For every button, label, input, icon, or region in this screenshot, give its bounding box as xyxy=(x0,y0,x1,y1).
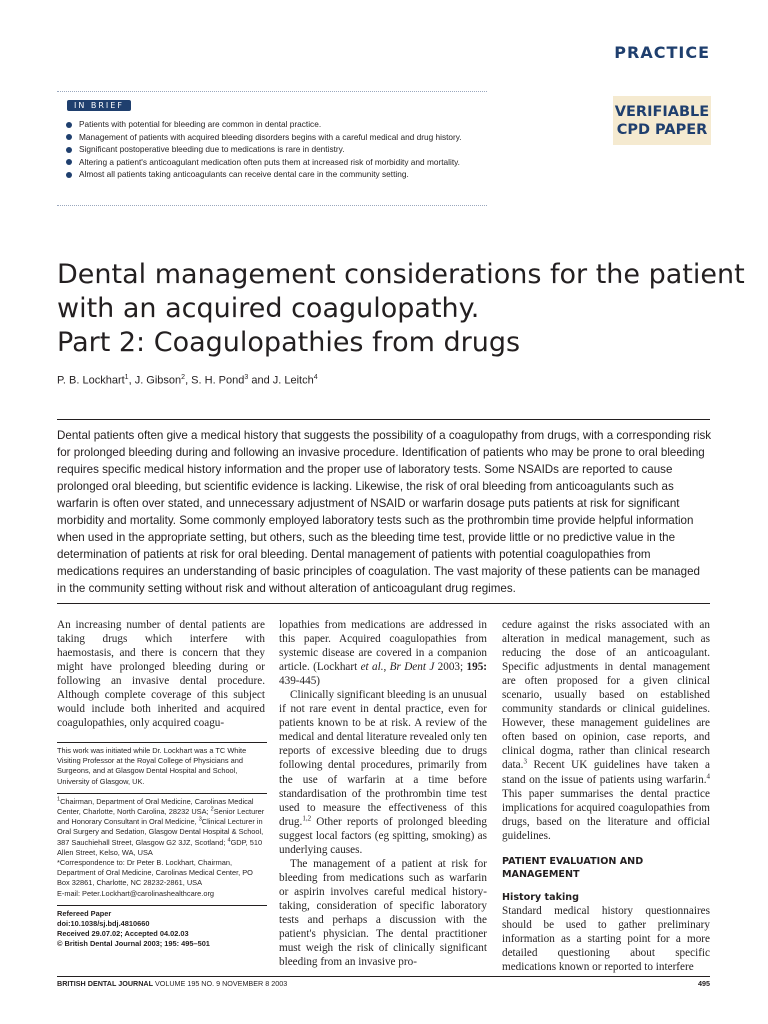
citation-mark: 3 xyxy=(523,757,527,766)
doi: doi:10.1038/sj.bdj.4810660 xyxy=(57,919,150,929)
in-brief-list xyxy=(66,118,491,181)
author-affiliation-mark: 3 xyxy=(244,374,249,381)
text-run: 439-445) xyxy=(279,675,321,688)
footnote-rule xyxy=(57,905,267,906)
author-affiliation-mark: 1 xyxy=(124,374,129,381)
author-name: P. B. Lockhart xyxy=(57,374,125,387)
in-brief-bottom-rule xyxy=(57,205,487,206)
in-brief-item: Management of patients with acquired bleeding disorders begins with a careful medical and drug history. xyxy=(66,131,491,144)
body-column-2 xyxy=(279,618,487,969)
body-paragraph: Standard medical history questionnaires should be used to gather preliminary information as a starting point for a more detailed questioning about specific medications known or reported to interfere xyxy=(502,904,710,973)
text-run: , xyxy=(383,661,390,674)
page-number: 495 xyxy=(698,979,710,988)
text-run: Recent UK guidelines have taken a stand on the issue of patients using warfarin. xyxy=(502,759,710,786)
text-run: 2003; xyxy=(434,661,467,674)
journal-name: BRITISH DENTAL JOURNAL xyxy=(57,979,153,988)
text-run: Other reports of prolonged bleeding suggest local factors (eg spitting, smoking) as underlying causes. xyxy=(279,815,487,856)
cpd-badge-line1: VERIFIABLE xyxy=(614,103,710,120)
received-dates: Received 29.07.02; Accepted 04.02.03 xyxy=(57,929,189,939)
in-brief-tag: IN BRIEF xyxy=(67,100,131,111)
text-run: Clinically significant bleeding is an unusual if not rare event in dental practice, even for patients known to be at risk. A review of the medical and dental literature revealed only ten reports of excessive bleeding due to drugs following dental procedures, primarily from the use of warfarin at a time before standardisation of the prothrombin time test used to measure the effectiveness of this drug. xyxy=(279,689,487,828)
refereed-paper-label: Refereed Paper xyxy=(57,908,112,918)
article-title xyxy=(57,258,747,360)
email-note: E-mail: Peter.Lockhart@carolinashealthcare.org xyxy=(57,888,215,898)
in-brief-top-rule xyxy=(57,91,487,92)
footnote-rule xyxy=(57,793,267,794)
author-name: and J. Leitch xyxy=(248,374,314,387)
affiliation-text: Chairman, Department of Oral Medicine, Carolinas Medical Center, Charlotte, North Carolina, 28232 USA; xyxy=(57,796,254,817)
cpd-badge xyxy=(613,96,711,145)
abstract-bottom-rule xyxy=(57,603,710,604)
title-line-1: Dental management considerations for the patient xyxy=(57,259,745,290)
title-line-3: Part 2: Coagulopathies from drugs xyxy=(57,327,521,358)
citation-mark: 1,2 xyxy=(302,813,312,822)
author-affiliation-mark: 2 xyxy=(181,374,186,381)
author-name: , J. Gibson xyxy=(128,374,182,387)
body-paragraph xyxy=(279,688,487,857)
citation-mark: 4 xyxy=(706,771,710,780)
text-run: Br Dent J xyxy=(389,661,435,674)
affiliation-mark: 1 xyxy=(57,796,61,803)
issue-info: VOLUME 195 NO. 9 NOVEMBER 8 2003 xyxy=(154,979,288,988)
affiliation-text: GDP, 510 Allen Street, Kelso, WA, USA xyxy=(57,837,263,857)
body-paragraph: The management of a patient at risk for bleeding from medications such as warfarin or aspirin involves careful medical history-taking, consideration of specific laboratory tests and perhaps a discussion with the patient's physician. The dental practitioner must weigh the risk of clinically significant bleeding from an invasive pro- xyxy=(279,857,487,969)
affiliations-note xyxy=(57,797,267,858)
affiliation-text: Clinical Lecturer in Oral Surgery and Sedation, Glasgow Dental Hospital & School, 387 Sauchiehall Street, Glasgow G2 3JZ, Scotland; xyxy=(57,817,264,847)
author-list xyxy=(57,374,318,387)
in-brief-item: Significant postoperative bleeding due to medications is rare in dentistry. xyxy=(66,143,491,156)
funding-note: This work was initiated while Dr. Lockhart was a TC White Visiting Professor at the Royal College of Physicians and Surgeons, and at Glasgow Dental Hospital and School, University of Glasgow, UK. xyxy=(57,746,247,786)
in-brief-item: Almost all patients taking anticoagulants can receive dental care in the community setting. xyxy=(66,168,491,181)
affiliation-mark: 2 xyxy=(210,806,214,813)
footnotes xyxy=(57,742,267,950)
affiliation-mark: 4 xyxy=(227,837,231,844)
body-column-3 xyxy=(502,618,710,974)
text-run: cedure against the risks associated with an alteration in medical management, such as reducing the dose of an anticoagulant. Specific adjustments in dental management are often proposed for a given clinical scenario, usually based on established community standards or clinical guidelines. However, these management guidelines are often based on opinion, case reports, and clinical dogma, rather than clinical research data. xyxy=(502,619,710,772)
abstract-top-rule xyxy=(57,419,710,420)
text-run: lopathies from medications are addressed in this paper. Acquired coagulopathies from systemic disease are covered in a companion article. (Lockhart xyxy=(279,619,487,674)
affiliation-mark: 3 xyxy=(198,816,202,823)
title-line-2: with an acquired coagulopathy. xyxy=(57,293,480,324)
in-brief-item: Altering a patient's anticoagulant medication often puts them at increased risk of morbidity and mortality. xyxy=(66,156,491,169)
text-run: et al. xyxy=(360,661,384,674)
footer-rule xyxy=(57,976,710,977)
correspondence-note: *Correspondence to: Dr Peter B. Lockhart, Chairman, Department of Oral Medicine, Carolinas Medical Center, PO Box 32861, Charlotte, NC 28232-2861, USA xyxy=(57,858,253,888)
footnote-rule xyxy=(57,742,267,743)
text-run: 195: xyxy=(466,661,488,674)
affiliation-text: Senior Lecturer and Honorary Consultant in Oral Medicine, xyxy=(57,807,265,827)
body-column-1 xyxy=(57,618,265,730)
section-heading: PATIENT EVALUATION AND MANAGEMENT xyxy=(502,855,644,880)
abstract: Dental patients often give a medical history that suggests the possibility of a coagulopathy from drugs, with a corresponding risk for prolonged bleeding during and following an invasive procedure. Identification of patients who may be prone to oral bleeding requires specific medical history information and the proper use of laboratory tests. Some NSAIDs are reported to cause prolonged oral bleeding, but scientific evidence is lacking. Likewise, the risk of oral bleeding from anticoagulants such as warfarin is often over stated, and unnecessary adjustment of NSAID or warfarin dosage puts patients at risk for significant morbidity and mortality. Some commonly employed laboratory tests such as the prothrombin time provide helpful information when used in the appropriate setting, but others, such as the bleeding time test, provide little or no predictive value in the determination of patients at risk for oral bleeding. Dental management of patients with potential coagulopathies from medications requires an understanding of basic principles of coagulation. The vast majority of these patients can be managed in the community setting without risk and without alteration of anticoagulant drug regimes. xyxy=(57,429,712,595)
footer-journal xyxy=(57,979,287,988)
text-run: This paper summarises the dental practice implications for acquired coagulopathies from drugs, based on the literature and official guidelines. xyxy=(502,787,710,842)
body-paragraph xyxy=(502,618,710,843)
author-affiliation-mark: 4 xyxy=(313,374,318,381)
cpd-badge-line2: CPD PAPER xyxy=(616,121,708,138)
subsection-heading: History taking xyxy=(502,891,579,903)
body-paragraph xyxy=(279,618,487,688)
section-label: PRACTICE xyxy=(614,43,710,62)
copyright: © British Dental Journal 2003; 195: 495–501 xyxy=(57,939,210,949)
author-name: , S. H. Pond xyxy=(185,374,245,387)
in-brief-item: Patients with potential for bleeding are common in dental practice. xyxy=(66,118,491,131)
body-paragraph: An increasing number of dental patients are taking drugs which interfere with haemostasis, and there is concern that they might have prolonged bleeding during or following an invasive dental procedure. Although complete coverage of this subject would include both inherited and acquired coagulopathies, only acquired coagu- xyxy=(57,619,265,730)
